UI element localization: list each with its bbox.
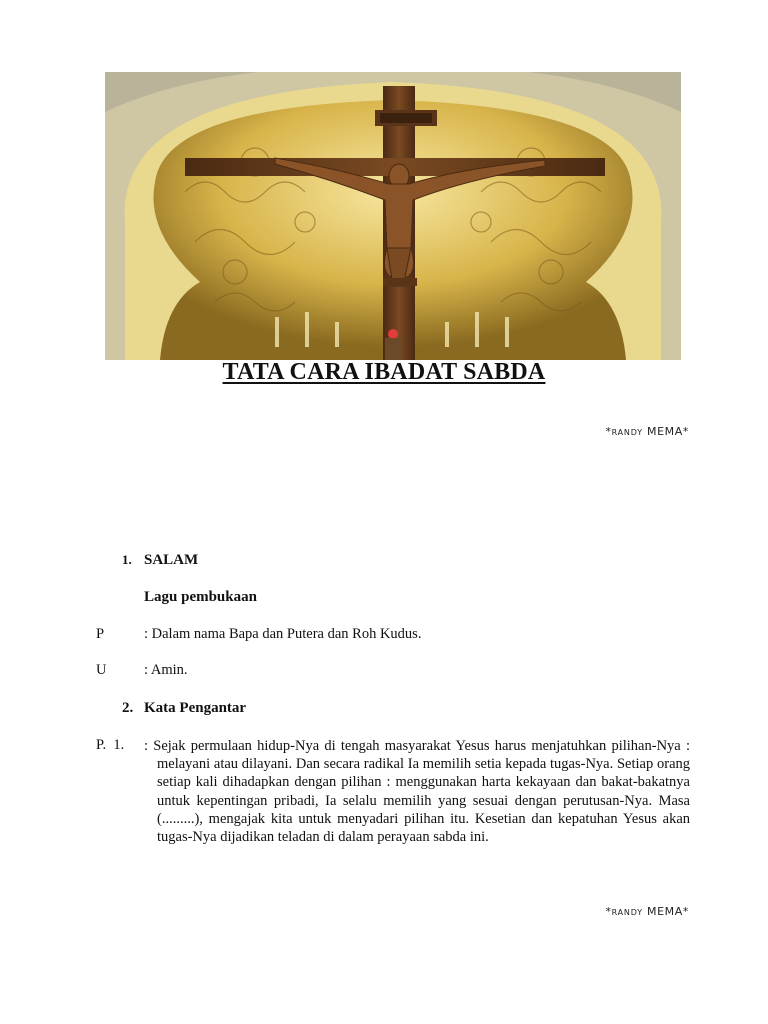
dialog-line-people: U : Amin. — [96, 662, 188, 678]
author-signature-top: *RANDY MEMA* — [605, 425, 689, 438]
document-title: TATA CARA IBADAT SABDA — [222, 359, 546, 385]
paragraph-label: P. 1. — [96, 737, 125, 753]
author-signature-bottom: *RANDY MEMA* — [605, 905, 689, 918]
paragraph-introduction: : Sejak permulaan hidup-Nya di tengah masyarakat Yesus harus menjatuhkan pilihan-Nya : melayani atau dilayani. Dan secara radikal Ia memilih setia kepada tugas-Nya. Setiap orang setiap kali dihadapkan dengan pilihan : menggunakan harta kekayaan dan bakat-bakatnya untuk kepentingan pribadi, Ia selalu memilih yang sesuai dengan perutusan-Nya. Masa (.........), mengajak kita untuk menyadari pilihan itu. Kesetian dan kepatuhan Yesus akan tugas-Nya dijadikan teladan di dalam perayaan sabda ini. — [144, 738, 690, 846]
subheading-lagu-pembukaan: Lagu pembukaan — [144, 589, 257, 605]
dialog-line-priest: P : Dalam nama Bapa dan Putera dan Roh Kudus. — [96, 626, 422, 642]
crucifix-photo — [105, 72, 681, 360]
crucifix-icon — [105, 72, 681, 360]
section-heading-salam: 1. SALAM — [122, 552, 199, 568]
section-heading-kata-pengantar: 2. Kata Pengantar — [122, 700, 247, 716]
